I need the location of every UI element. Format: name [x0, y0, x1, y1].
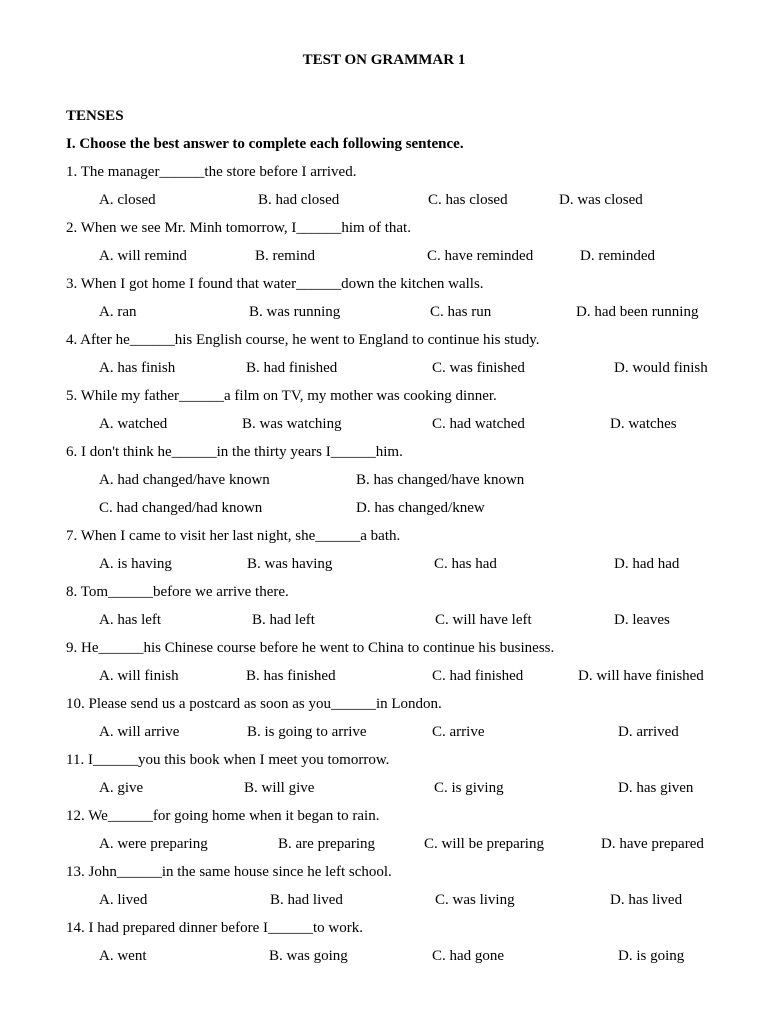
option-row [66, 554, 746, 582]
option-a: A. will arrive [99, 724, 180, 740]
option-b: B. was running [249, 304, 341, 320]
option-d: D. reminded [580, 248, 655, 264]
option-d: D. was closed [559, 192, 643, 208]
option-row [66, 834, 746, 862]
option-b: B. is going to arrive [247, 724, 367, 740]
question-stem: 4. After he______his English course, he went to England to continue his study. [66, 332, 540, 348]
option-a: A. has left [99, 612, 162, 628]
option-row [66, 778, 746, 806]
question-stem: 12. We______for going home when it began to rain. [66, 808, 380, 824]
option-row [66, 470, 746, 498]
question-stem: 10. Please send us a postcard as soon as you______in London. [66, 696, 442, 712]
option-a: A. will remind [99, 248, 187, 264]
option-a: A. give [99, 780, 144, 796]
question-stem: 7. When I came to visit her last night, she______a bath. [66, 528, 401, 544]
section-heading: TENSES [66, 108, 124, 124]
option-row [66, 890, 746, 918]
option-row [66, 946, 746, 974]
option-a: A. will finish [99, 668, 179, 684]
option-d: D. arrived [618, 724, 679, 740]
option-c: C. have reminded [427, 248, 534, 264]
option-c: C. will have left [435, 612, 532, 628]
option-c: C. has closed [428, 192, 508, 208]
question-stem: 5. While my father______a film on TV, my mother was cooking dinner. [66, 388, 497, 404]
option-d: D. will have finished [578, 668, 704, 684]
option-a: A. had changed/have known [99, 472, 270, 488]
option-d: D. has changed/knew [356, 500, 485, 516]
question-stem: 9. He______his Chinese course before he went to China to continue his business. [66, 640, 555, 656]
option-c: C. has run [430, 304, 492, 320]
option-b: B. was watching [242, 416, 342, 432]
option-d: D. would finish [614, 360, 708, 376]
page-title: TEST ON GRAMMAR 1 [302, 52, 466, 68]
option-row [66, 610, 746, 638]
option-b: B. was having [247, 556, 333, 572]
option-b: B. had lived [270, 892, 343, 908]
option-d: D. leaves [614, 612, 670, 628]
option-row [66, 498, 746, 526]
option-row [66, 666, 746, 694]
option-d: D. watches [610, 416, 677, 432]
question-stem: 3. When I got home I found that water______down the kitchen walls. [66, 276, 484, 292]
option-c: C. will be preparing [424, 836, 544, 852]
question-stem: 11. I______you this book when I meet you tomorrow. [66, 752, 390, 768]
option-a: A. has finish [99, 360, 176, 376]
option-a: A. went [99, 948, 147, 964]
question-stem: 8. Tom______before we arrive there. [66, 584, 289, 600]
option-b: B. was going [269, 948, 348, 964]
option-d: D. has given [618, 780, 694, 796]
option-a: A. lived [99, 892, 148, 908]
option-row [66, 722, 746, 750]
question-stem: 14. I had prepared dinner before I______to work. [66, 920, 363, 936]
option-c: C. had gone [432, 948, 505, 964]
option-b: B. will give [244, 780, 315, 796]
option-a: A. closed [99, 192, 156, 208]
option-a: A. ran [99, 304, 137, 320]
option-d: D. had had [614, 556, 680, 572]
option-a: A. watched [99, 416, 168, 432]
option-row [66, 190, 746, 218]
option-c: C. was finished [432, 360, 525, 376]
option-d: D. is going [618, 948, 685, 964]
option-c: C. had watched [432, 416, 525, 432]
question-stem: 6. I don't think he______in the thirty years I______him. [66, 444, 403, 460]
option-c: C. has had [434, 556, 497, 572]
question-stem: 1. The manager______the store before I arrived. [66, 164, 357, 180]
option-row [66, 302, 746, 330]
option-row [66, 358, 746, 386]
option-row [66, 414, 746, 442]
option-d: D. has lived [610, 892, 683, 908]
option-c: C. is giving [434, 780, 504, 796]
option-b: B. are preparing [278, 836, 376, 852]
option-c: C. had finished [432, 668, 524, 684]
option-d: D. have prepared [601, 836, 704, 852]
option-b: B. has changed/have known [356, 472, 525, 488]
option-b: B. had left [252, 612, 315, 628]
instruction-text: I. Choose the best answer to complete each following sentence. [66, 136, 464, 152]
option-row [66, 246, 746, 274]
option-b: B. had closed [258, 192, 340, 208]
option-c: C. was living [435, 892, 515, 908]
question-stem: 2. When we see Mr. Minh tomorrow, I______him of that. [66, 220, 411, 236]
option-a: A. is having [99, 556, 172, 572]
option-c: C. had changed/had known [99, 500, 263, 516]
question-list [66, 162, 746, 974]
option-b: B. had finished [246, 360, 338, 376]
option-b: B. remind [255, 248, 315, 264]
question-stem: 13. John______in the same house since he left school. [66, 864, 392, 880]
option-b: B. has finished [246, 668, 336, 684]
option-a: A. were preparing [99, 836, 208, 852]
option-c: C. arrive [432, 724, 485, 740]
option-d: D. had been running [576, 304, 699, 320]
